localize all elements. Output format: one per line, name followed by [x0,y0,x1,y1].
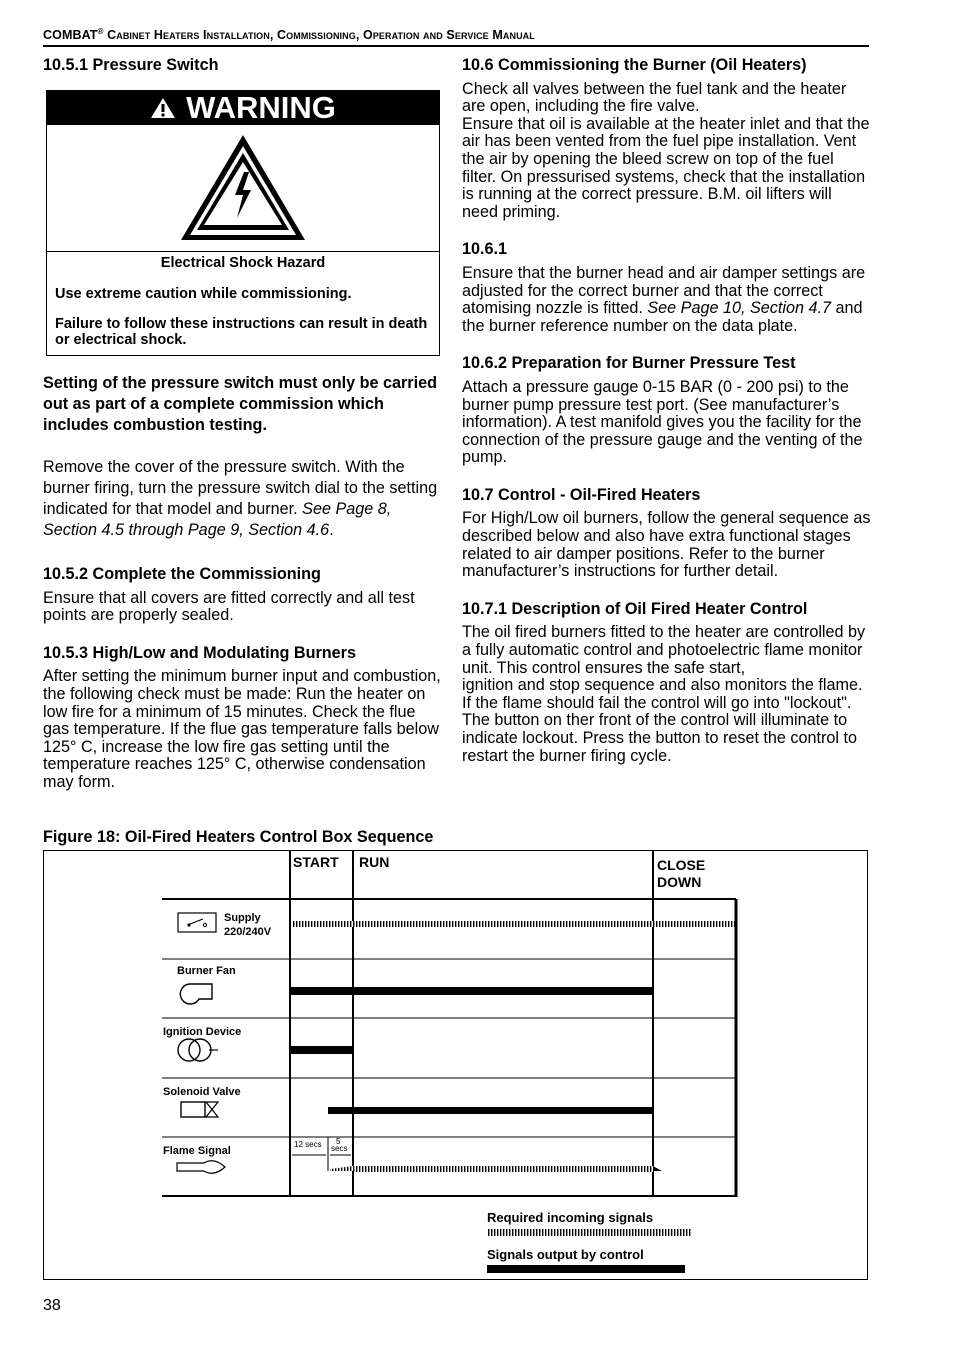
para-10-6a: Check all valves between the fuel tank and the heater are open, including the fire valve. [462,79,847,116]
para-10-6-2: Attach a pressure gauge 0-15 BAR (0 - 200 psi) to the burner pump pressure test port. (See manufacturer’s information). A test manifold gives you the facility for the connection of the pressure gauge and the venting of the pump. [462,377,863,467]
switch-lever [190,919,203,924]
flame-ramp-signal [330,1166,353,1171]
warning-image [47,125,439,252]
flame-signal-end [653,1166,662,1171]
col-start-label: START [293,854,339,870]
header-rule [43,45,869,47]
warning-text [47,252,439,352]
timing-5: 5 [336,1137,341,1146]
ignition-output-signal [291,1046,353,1054]
fan-icon [180,984,212,1004]
warning-box [46,90,440,356]
heading-10-6-2: 10.6.2 Preparation for Burner Pressure Test [462,354,796,373]
heading-10-5-1: 10.5.1 Pressure Switch [43,56,219,74]
heading-10-7: 10.7 Control - Oil-Fired Heaters [462,485,701,504]
flame-signal [353,1166,653,1172]
para-10-7-1b: ignition and stop sequence and also monitors the flame. If the flame should fail the control will go into "lockout". The button on ther front of the control will illuminate to indicate lockout. Press the button to reset the control to restart the burner firing cycle. [462,676,863,765]
heading-10-5-2: 10.5.2 Complete the Commissioning [43,565,321,583]
switch-icon [178,913,216,932]
timing-12-secs: 12 secs [294,1140,322,1149]
col-run-label: RUN [359,854,390,870]
timing-secs: secs [331,1144,348,1153]
para-10-7-1a: The oil fired burners fitted to the heater are controlled by a fully automatic control and photoelectric flame monitor unit. This control ensures the safe start, [462,623,866,677]
warning-line1: Use extreme caution while commissioning. [55,285,352,302]
row-fan-label: Burner Fan [177,965,236,977]
electrical-hazard-icon [178,132,308,244]
supply-signal [293,921,735,927]
row-supply-label: Supply [224,912,261,924]
legend-in-swatch [487,1229,692,1236]
row-solenoid-label: Solenoid Valve [163,1086,241,1098]
page-number: 38 [43,1297,61,1314]
para-10-5-2: Ensure that all covers are fitted correctly and all test points are properly sealed. [43,588,415,625]
para-10-7: For High/Low oil burners, follow the general sequence as described below and also have extra functional stages related to air damper positions. Refer to the burner manufacturer’s instructions for further detail. [462,509,871,581]
legend-out-label: Signals output by control [487,1247,644,1262]
heading-10-5-3: 10.5.3 High/Low and Modulating Burners [43,643,356,662]
solenoid-icon [181,1102,205,1117]
sequence-figure [43,850,868,1280]
col-close-label-2: DOWN [657,874,702,890]
heading-10-7-1: 10.7.1 Description of Oil Fired Heater Control [462,599,808,618]
heading-10-6-1: 10.6.1 [462,240,508,259]
left-column-lower [43,566,445,792]
heading-10-6: 10.6 Commissioning the Burner (Oil Heaters) [462,56,807,74]
running-header: COMBAT® Cabinet Heaters Installation, Commissioning, Operation and Service Manual [43,27,535,43]
warning-line2: Failure to follow these instructions can result in death or electrical shock. [55,316,428,348]
warning-triangle-icon [150,97,176,119]
row-flame-label: Flame Signal [163,1145,231,1157]
fan-output-signal [291,987,653,995]
solenoid-output-signal [328,1107,653,1114]
row-ignition-label: Ignition Device [163,1026,242,1038]
col-close-label-1: CLOSE [657,857,706,873]
switch-contact-right [203,923,206,926]
legend-out-swatch [487,1265,685,1273]
legend-in-label: Required incoming signals [487,1210,654,1225]
figure-title: Figure 18: Oil-Fired Heaters Control Box Sequence [43,828,434,846]
right-column [462,57,872,765]
para-10-5-3: After setting the minimum burner input and combustion, the following check must be made: Run the heater on low fire for a minimum of 15 minutes. Check the flue gas temperature. If the flue gas temperature falls below 125° C, increase the low fire gas setting until the temperature reaches 125° C, otherwise condensation may form. [43,667,441,791]
pressure-switch-note: Setting of the pressure switch must only be carried out as part of a complete commission which includes combustion testing. [43,374,437,434]
row-supply-voltage: 220/240V [224,926,272,938]
para-10-6b: Ensure that oil is available at the heater inlet and that the air has been vented from the fuel pipe installation. Vent the air by opening the bleed screw on top of the fuel filter. On pressurised systems, check that the installation is running at the correct pressure. B.M. oil lifters will need priming. [462,114,870,221]
solenoid-valve-symbol [206,1102,218,1117]
flame-sensor-icon [177,1161,225,1174]
warning-title-bar: WARNING [47,91,439,125]
left-column [43,57,445,75]
left-column-body [43,373,445,541]
pressure-switch-para: Remove the cover of the pressure switch. With the burner firing, turn the pressure switch dial to the setting indicated for that model and burner. See Page 8, Section 4.5 through Page 9, Section 4.6. [43,458,438,539]
sequence-diagram [44,851,867,1279]
warning-hazard: Electrical Shock Hazard [160,255,326,271]
para-10-6-1: Ensure that the burner head and air damper settings are adjusted for the correct burner and that the correct atomising nozzle is fitted. See Page 10, Section 4.7 and the burner reference number on the data plate. [462,263,866,335]
